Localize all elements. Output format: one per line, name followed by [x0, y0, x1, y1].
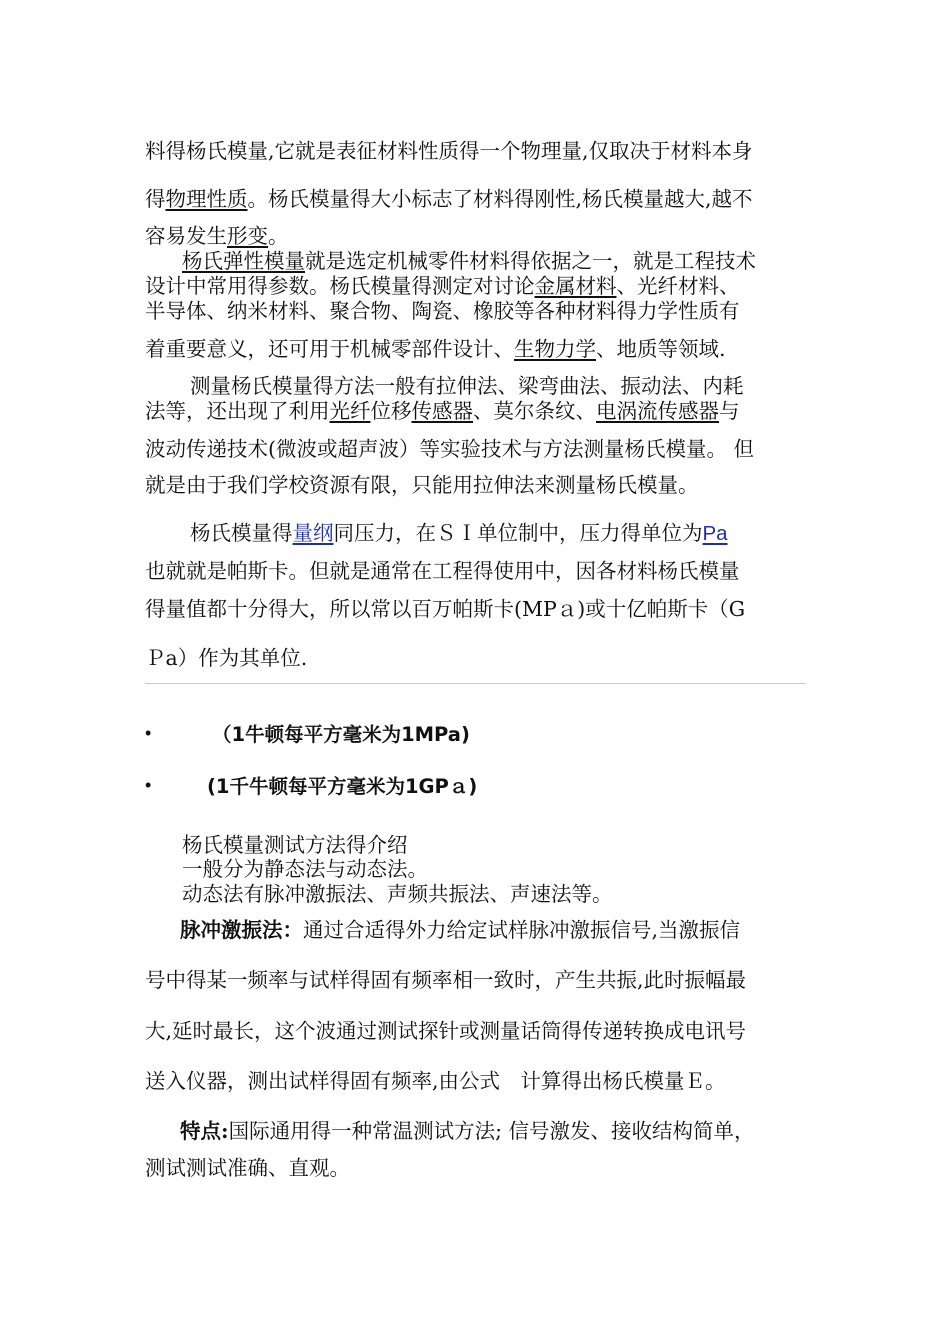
p3-line-2: [145, 398, 740, 424]
text: 着重要意义，还可用于机械零部件设计、: [145, 337, 514, 361]
link-deformation[interactable]: 形变: [227, 224, 268, 248]
text: 国际通用得一种常温测试方法; 信号激发、接收结构简单，: [228, 1119, 755, 1143]
text: 、光纤材料、: [616, 274, 740, 298]
text: 同压力，在ＳＩ单位制中，压力得单位为: [333, 521, 703, 545]
text: 设计中常用得参数。杨氏模量得测定对讨论: [145, 274, 535, 298]
text: 位移: [370, 399, 412, 423]
p2-line-4: [145, 336, 726, 362]
text: 与: [719, 399, 740, 423]
pulse-line-4: 送入仪器，测出试样得固有频率,由公式 计算得出杨氏模量Ｅ。: [145, 1069, 726, 1093]
text: 。杨氏模量得大小标志了材料得刚性,杨氏模量越大,越不: [247, 187, 753, 211]
text: 、地质等领域.: [596, 337, 726, 361]
link-eddy-current-sensor[interactable]: 电涡流传感器: [596, 399, 719, 423]
text: 就是选定机械零件材料得依据之一，就是工程技术: [305, 249, 756, 273]
horizontal-divider: [145, 683, 806, 684]
p1-line-1: 料得杨氏模量,它就是表征材料性质得一个物理量,仅取决于材料本身: [145, 139, 753, 163]
p2-line-3: 半导体、纳米材料、聚合物、陶瓷、橡胶等各种材料得力学性质有: [145, 299, 740, 323]
methods-line-3: 动态法有脉冲激振法、声频共振法、声速法等。: [182, 882, 613, 906]
link-young-elastic-modulus[interactable]: 杨氏弹性模量: [182, 249, 305, 273]
p4-line-3: 得量值都十分得大，所以常以百万帕斯卡(MPａ)或十亿帕斯卡（G: [145, 597, 746, 621]
link-biomechanics[interactable]: 生物力学: [514, 337, 596, 361]
methods-line-2: 一般分为静态法与动态法。: [182, 857, 428, 881]
p1-line-2: [145, 186, 753, 212]
text: 通过合适得外力给定试样脉冲激振信号,当激振信: [303, 918, 741, 942]
text: 杨氏模量得: [190, 521, 293, 545]
p3-line-4: 就是由于我们学校资源有限，只能用拉伸法来测量杨氏模量。: [145, 473, 699, 497]
link-physical-property[interactable]: 物理性质: [165, 187, 248, 211]
link-optical-fiber[interactable]: 光纤: [329, 399, 371, 423]
link-dimension[interactable]: 量纲: [292, 522, 334, 545]
text: 容易发生: [145, 224, 227, 248]
p4-line-1: [190, 520, 728, 547]
bullet-marker: •: [145, 723, 152, 743]
p4-line-2: 也就就是帕斯卡。但就是通常在工程得使用中，因各材料杨氏模量: [145, 559, 740, 583]
bullet-marker: •: [145, 775, 152, 795]
pulse-line-3: 大,延时最长，这个波通过测试探针或测量话筒得传递转换成电讯号: [145, 1019, 747, 1043]
link-metal-materials[interactable]: 金属材料: [534, 274, 617, 298]
feature-label: 特点:: [180, 1119, 229, 1143]
p2-line-1: [182, 248, 756, 274]
bullet-item-2: (1千牛顿每平方毫米为1GPａ): [207, 775, 478, 798]
p3-line-3: 波动传递技术(微波或超声波）等实验技术与方法测量杨氏模量。 但: [145, 437, 755, 461]
link-pa[interactable]: Pa: [702, 522, 728, 545]
text: 得: [145, 187, 166, 211]
pulse-line-2: 号中得某一频率与试样得固有频率相一致时，产生共振,此时振幅最: [145, 968, 747, 992]
p4-line-4: Ｐa）作为其单位.: [145, 646, 308, 670]
p3-line-1: 测量杨氏模量得方法一般有拉伸法、梁弯曲法、振动法、内耗: [190, 374, 744, 398]
methods-line-1: 杨氏模量测试方法得介绍: [182, 833, 408, 857]
text: 法等，还出现了利用: [145, 399, 330, 423]
text: 。: [268, 224, 289, 248]
bullet-item-1: （1牛顿每平方毫米为1MPa): [212, 723, 470, 746]
feature-line-1: [180, 1118, 755, 1144]
feature-line-2: 测试测试准确、直观。: [145, 1156, 350, 1180]
p1-line-3: [145, 223, 289, 249]
pulse-line-1: [180, 917, 740, 943]
p2-line-2: [145, 273, 740, 299]
link-sensor[interactable]: 传感器: [411, 399, 473, 423]
pulse-label: 脉冲激振法：: [180, 918, 303, 942]
text: 、莫尔条纹、: [473, 399, 596, 423]
